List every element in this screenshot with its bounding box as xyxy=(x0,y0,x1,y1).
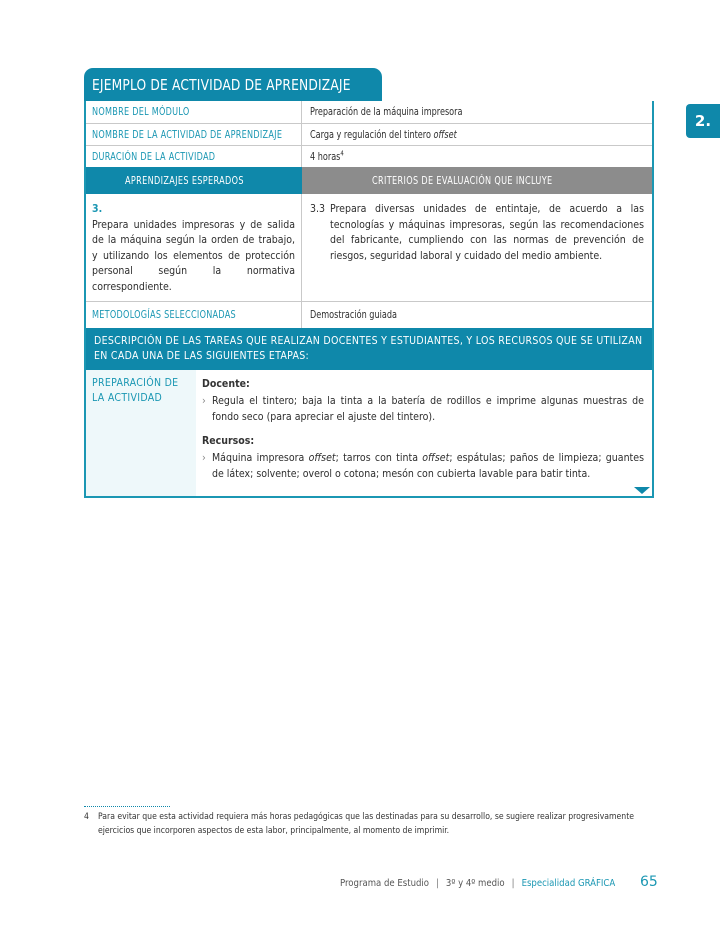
page-number: 65 xyxy=(640,874,658,890)
activity-label: NOMBRE DE LA ACTIVIDAD DE APRENDIZAJE xyxy=(92,128,283,141)
duration-value: 4 horas xyxy=(310,150,341,163)
footer-separator: | xyxy=(511,878,515,889)
duration-label-cell xyxy=(86,146,302,167)
activity-value-wrap xyxy=(310,129,457,141)
resources-text-1: Máquina impresora xyxy=(212,452,309,464)
criteria-header-text: CRITERIOS DE EVALUACIÓN QUE INCLUYE xyxy=(372,174,553,187)
chapter-badge: 2. xyxy=(686,104,720,138)
learning-number: 3. xyxy=(92,203,103,215)
stage-body xyxy=(196,370,652,496)
expected-learning-header xyxy=(86,167,302,194)
stage-row-preparation xyxy=(86,370,652,496)
activity-row xyxy=(86,123,652,145)
duration-value-wrap xyxy=(310,151,344,163)
criteria-cell xyxy=(302,194,652,301)
resources-text-3: ; espátulas; paños de limpieza; guantes de látex; solvente; overol o cotona; mesón con cubierta lavable para batir tinta. xyxy=(212,452,644,480)
activity-value-italic: offset xyxy=(433,128,457,141)
activity-label-cell xyxy=(86,124,302,145)
module-value: Preparación de la máquina impresora xyxy=(310,106,463,118)
footer-specialty: Especialidad GRÁFICA xyxy=(521,878,616,889)
continue-down-arrow-icon[interactable] xyxy=(634,487,650,494)
module-value-cell xyxy=(302,101,652,123)
activity-value: Carga y regulación del tintero xyxy=(310,128,431,141)
stage-label: PREPARACIÓN DE LA ACTIVIDAD xyxy=(86,370,196,496)
footnote-text: Para evitar que esta actividad requiera más horas pedagógicas que las destinadas para su desarrollo, se sugiere realizar progresivamente ejercicios que incorporen aspectos de esta labor, principalmente, al momento de imprimir. xyxy=(98,812,634,836)
expected-learning-cell xyxy=(86,194,302,301)
duration-row xyxy=(86,145,652,167)
learning-text: Prepara unidades impresoras y de salida de la máquina según la orden de trabajo, y utilizando los elementos de protección personal según la normativa correspondiente. xyxy=(92,218,295,293)
footnote-number: 4 xyxy=(84,812,89,822)
resources-italic-2: offset xyxy=(422,452,450,464)
resources-italic-1: offset xyxy=(308,452,336,464)
expected-learning-header-text: APRENDIZAJES ESPERADOS xyxy=(124,174,244,187)
teacher-item-text: Regula el tintero; baja la tinta a la batería de rodillos e imprime algunas muestras de fondo seco (para apreciar el ajuste del tintero). xyxy=(212,395,644,423)
footer-program: Programa de Estudio xyxy=(340,878,430,889)
activity-table xyxy=(84,101,654,498)
resources-item xyxy=(202,450,644,482)
resources-item-text xyxy=(212,450,644,482)
duration-label: DURACIÓN DE LA ACTIVIDAD xyxy=(92,150,216,163)
duration-footnote-ref[interactable]: 4 xyxy=(340,149,344,157)
activity-title-tab xyxy=(84,68,382,101)
activity-title: EJEMPLO DE ACTIVIDAD DE APRENDIZAJE xyxy=(92,75,351,94)
activity-value-cell xyxy=(302,124,652,145)
resources-heading: Recursos: xyxy=(202,435,255,447)
criteria-header xyxy=(302,167,652,194)
footer-separator: | xyxy=(436,878,439,889)
criterion-text: Prepara diversas unidades de entintaje, de acuerdo a las tecnologías y máquinas impresoras, según las recomendaciones del fabricante, cumpliendo con las normas de prevención de riesgos, seguridad laboral y cuidado del medio ambiente. xyxy=(330,203,644,262)
methodology-value: Demostración guiada xyxy=(310,309,397,321)
duration-value-cell xyxy=(302,146,652,167)
methodology-value-cell xyxy=(302,302,652,328)
learning-row xyxy=(86,194,652,301)
methodology-row xyxy=(86,301,652,328)
bullet-icon: › xyxy=(202,452,206,464)
module-label: NOMBRE DEL MÓDULO xyxy=(92,106,190,118)
module-label-cell xyxy=(86,101,302,123)
footnote xyxy=(84,811,656,838)
page-footer xyxy=(340,878,615,889)
footer-level: 3º y 4º medio xyxy=(445,878,505,889)
bullet-icon: › xyxy=(202,395,206,407)
methodology-label-cell xyxy=(86,302,302,328)
section-headers-row xyxy=(86,167,652,194)
methodology-label: METODOLOGÍAS SELECCIONADAS xyxy=(92,309,236,321)
footnote-divider xyxy=(84,806,170,807)
resources-text-2: ; tarros con tinta xyxy=(335,452,423,464)
criterion-number: 3.3 xyxy=(310,203,326,215)
description-header: DESCRIPCIÓN DE LAS TAREAS QUE REALIZAN DOCENTES Y ESTUDIANTES, Y LOS RECURSOS QUE SE UTILIZAN EN CADA UNA DE LAS SIGUIENTES ETAPAS: xyxy=(86,328,652,370)
teacher-item xyxy=(202,393,644,425)
teacher-heading: Docente: xyxy=(202,378,250,390)
module-row xyxy=(86,101,652,123)
